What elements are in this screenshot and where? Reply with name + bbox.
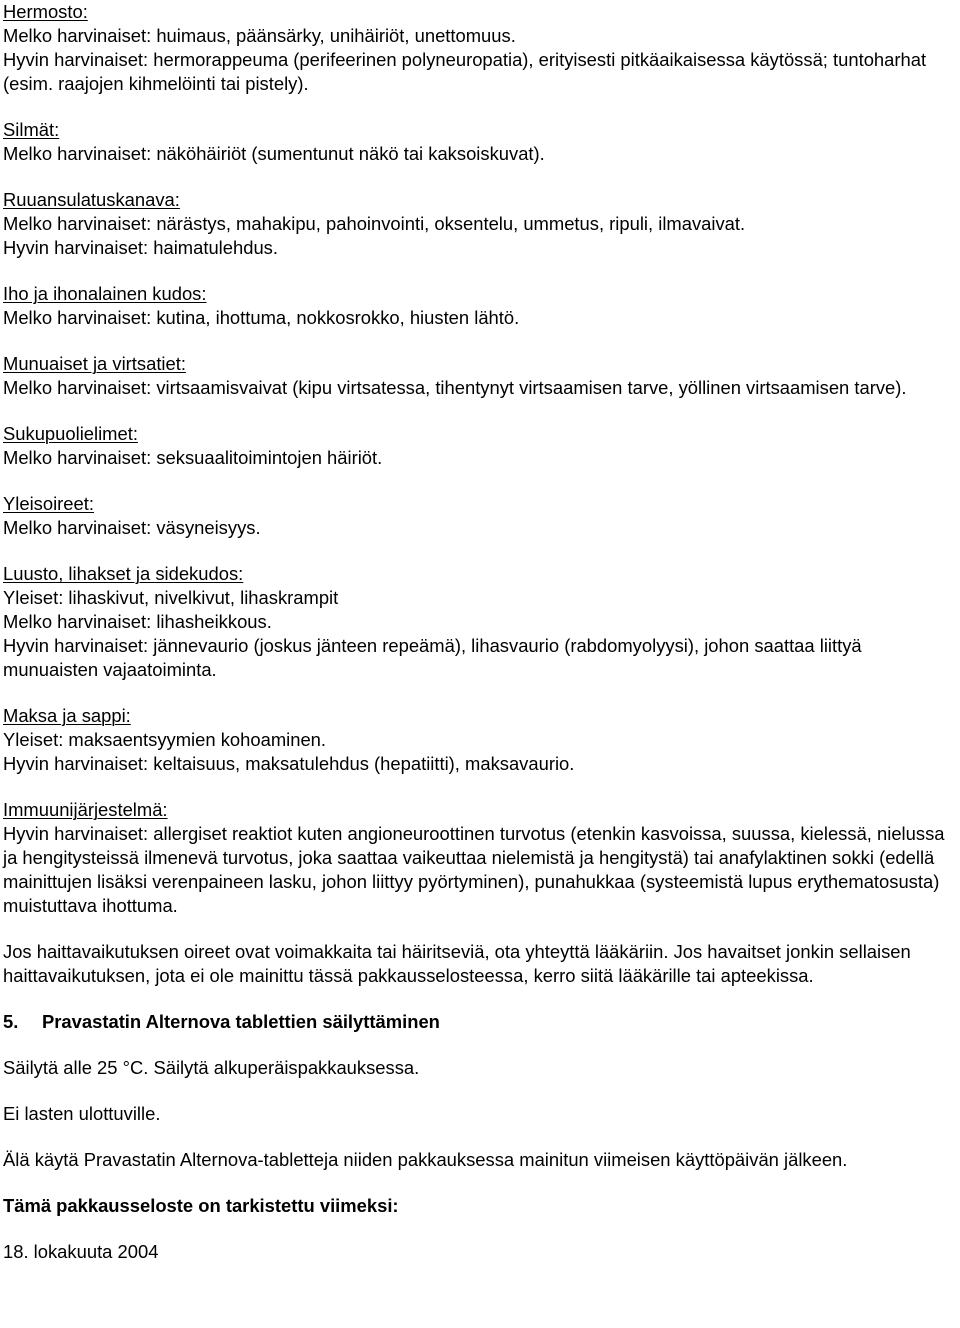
- storage-temperature: Säilytä alle 25 °C. Säilytä alkuperäispakkauksessa.: [3, 1057, 420, 1078]
- section-line: Melko harvinaiset: huimaus, päänsärky, unihäiriöt, unettomuus.: [3, 25, 516, 46]
- section-heading: Maksa ja sappi:: [3, 705, 131, 726]
- section-heading: Sukupuolielimet:: [3, 423, 138, 444]
- section-line: Hyvin harvinaiset: keltaisuus, maksatulehdus (hepatiitti), maksavaurio.: [3, 753, 575, 774]
- section-line: Melko harvinaiset: kutina, ihottuma, nokkosrokko, hiusten lähtö.: [3, 307, 520, 328]
- section-line: Melko harvinaiset: virtsaamisvaivat (kipu virtsatessa, tihentynyt virtsaamisen tarve, yöllinen virtsaamisen tarve).: [3, 377, 907, 398]
- section-line: Melko harvinaiset: lihasheikkous.: [3, 611, 272, 632]
- revision-label: Tämä pakkausseloste on tarkistettu viimeksi:: [3, 1195, 399, 1216]
- section-yleisoireet: [3, 492, 955, 540]
- section-line: Hyvin harvinaiset: allergiset reaktiot kuten angioneuroottinen turvotus (etenkin kasvoissa, suussa, kielessä, nielussa ja hengitysteissä ilmenevä turvotus, joka saattaa vaikeuttaa nielemistä ja hengitystä) tai anafylaktinen sokki (edellä mainittujen lisäksi verenpaineen lasku, johon liittyy pyörtyminen), punahukkaa (systeemistä lupus erythematosusta) muistuttava ihottuma.: [3, 823, 945, 916]
- section-line: Hyvin harvinaiset: haimatulehdus.: [3, 237, 278, 258]
- revision-date: 18. lokakuuta 2004: [3, 1241, 159, 1262]
- section-line: Melko harvinaiset: väsyneisyys.: [3, 517, 261, 538]
- section-heading: Ruuansulatuskanava:: [3, 189, 180, 210]
- section-line: Yleiset: maksaentsyymien kohoaminen.: [3, 729, 327, 750]
- section-ruuansulatuskanava: [3, 188, 955, 260]
- section-heading: Iho ja ihonalainen kudos:: [3, 283, 207, 304]
- section-heading: Silmät:: [3, 119, 60, 140]
- section-iho: [3, 282, 955, 330]
- section-maksa: [3, 704, 955, 776]
- section-silmat: [3, 118, 955, 166]
- section-heading: Luusto, lihakset ja sidekudos:: [3, 563, 244, 584]
- storage-children: Ei lasten ulottuville.: [3, 1103, 161, 1124]
- section-munuaiset: [3, 352, 955, 400]
- chapter-number: 5.: [3, 1011, 19, 1032]
- section-sukupuolielimet: [3, 422, 955, 470]
- chapter-title: Pravastatin Alternova tablettien säilyttäminen: [42, 1011, 440, 1032]
- leaflet-page: [3, 0, 955, 1264]
- section-hermosto: [3, 0, 955, 96]
- section-heading: Immuunijärjestelmä:: [3, 799, 168, 820]
- section-line: Melko harvinaiset: närästys, mahakipu, pahoinvointi, oksentelu, ummetus, ripuli, ilmavaivat.: [3, 213, 746, 234]
- section-line: Melko harvinaiset: seksuaalitoimintojen häiriöt.: [3, 447, 383, 468]
- section-line: Melko harvinaiset: näköhäiriöt (sumentunut näkö tai kaksoiskuvat).: [3, 143, 545, 164]
- closing-paragraph: Jos haittavaikutuksen oireet ovat voimakkaita tai häiritseviä, ota yhteyttä lääkäriin. Jos havaitset jonkin sellaisen haittavaikutuksen, jota ei ole mainittu tässä pakkausselosteessa, kerro siitä lääkärille tai apteekissa.: [3, 941, 911, 986]
- section-heading: Munuaiset ja virtsatiet:: [3, 353, 186, 374]
- section-luusto: [3, 562, 955, 682]
- storage-expiry: Älä käytä Pravastatin Alternova-tabletteja niiden pakkauksessa mainitun viimeisen käyttöpäivän jälkeen.: [3, 1149, 848, 1170]
- section-heading: Hermosto:: [3, 1, 88, 22]
- chapter-heading: [3, 1010, 955, 1034]
- section-line: Hyvin harvinaiset: jännevaurio (joskus jänteen repeämä), lihasvaurio (rabdomyolyysi), johon saattaa liittyä munuaisten vajaatoiminta.: [3, 635, 862, 680]
- section-line: Hyvin harvinaiset: hermorappeuma (perifeerinen polyneuropatia), erityisesti pitkäaikaisessa käytössä; tuntoharhat (esim. raajojen kihmelöinti tai pistely).: [3, 49, 927, 94]
- section-line: Yleiset: lihaskivut, nivelkivut, lihaskrampit: [3, 587, 339, 608]
- section-immuunijarjestelma: [3, 798, 955, 918]
- section-heading: Yleisoireet:: [3, 493, 94, 514]
